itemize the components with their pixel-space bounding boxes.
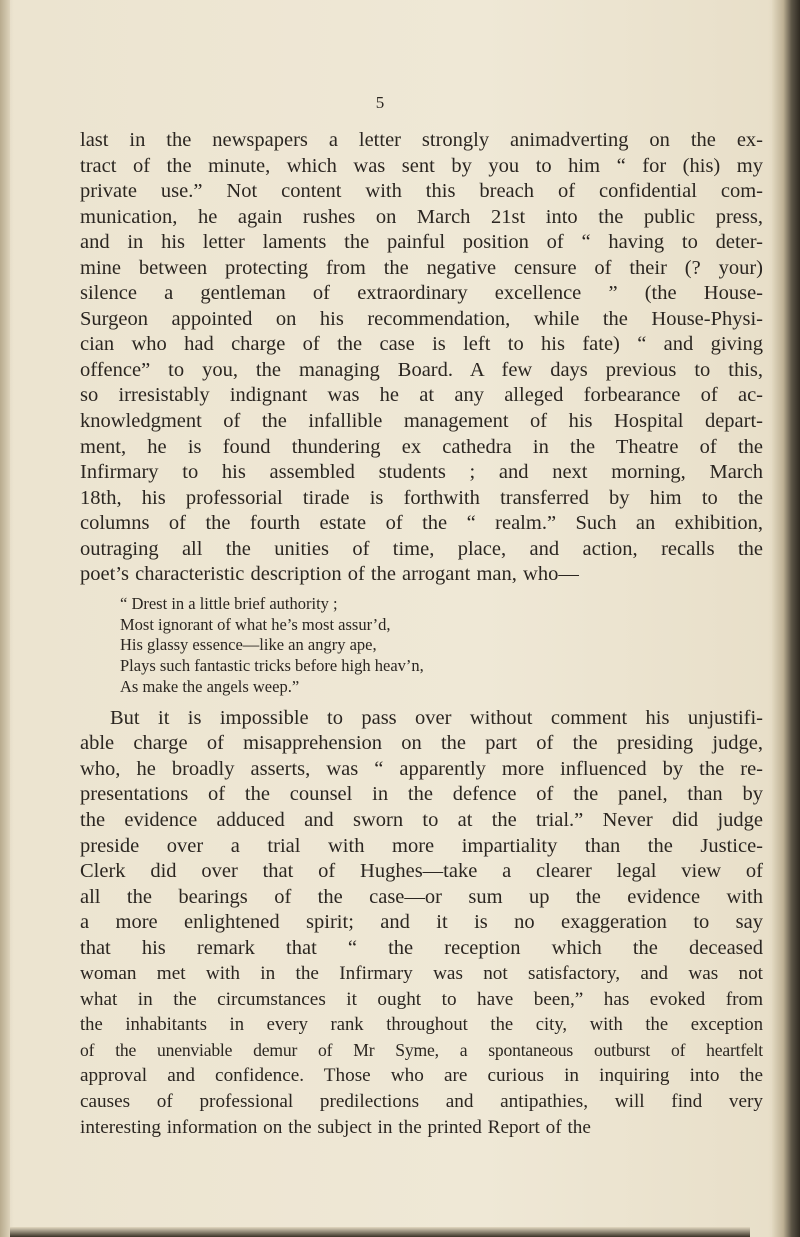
text-line: tract of the minute, which was sent by you to him “ for (his) my [80,154,763,177]
text-line: able charge of misapprehension on the part of the presiding judge, [80,732,763,755]
text-line: mine between protecting from the negative censure of their (? your) [80,256,763,279]
text-line: poet’s characteristic description of the arrogant man, who— [80,563,579,586]
page-left-edge [0,0,10,1237]
text-line: knowledgment of the infallible management of his Hospital depart- [80,410,763,433]
text-line: causes of professional predilections and antipathies, will find very [80,1091,763,1113]
quote-line: “ Drest in a little brief authority ; [120,593,338,613]
text-line: that his remark that “ the reception which the deceased [80,936,763,959]
body-text [80,128,763,1140]
book-binding-edge [772,0,800,1237]
text-line: Infirmary to his assembled students ; and next morning, March [80,461,763,484]
text-line: what in the circumstances it ought to have been,” has evoked from [80,988,763,1010]
page-number: 5 [375,93,385,112]
text-line: and in his letter laments the painful position of “ having to deter- [80,231,763,254]
text-line: last in the newspapers a letter strongly animadverting on the ex- [80,129,763,151]
text-line: 18th, his professorial tirade is forthwith transferred by him to the [80,486,763,509]
text-line: outraging all the unities of time, place, and action, recalls the [80,537,763,560]
quote-line: As make the angels weep.” [120,677,300,697]
text-line: so irresistably indignant was he at any alleged forbearance of ac- [80,384,763,407]
text-line: presentations of the counsel in the defence of the panel, than by [80,783,763,806]
text-line: the inhabitants in every rank throughout the city, with the exception [80,1014,763,1036]
text-line: of the unenviable demur of Mr Syme, a spontaneous outburst of heartfelt [80,1039,763,1060]
paragraph-2 [80,706,763,1140]
text-line: columns of the fourth estate of the “ realm.” Such an exhibition, [80,512,763,535]
quote-line: His glassy essence—like an angry ape, [120,635,377,655]
text-line: interesting information on the subject in the printed Report of the [80,1116,591,1138]
quote-line: Plays such fantastic tricks before high heav’n, [120,656,424,676]
text-line: woman met with in the Infirmary was not satisfactory, and was not [80,963,763,985]
text-line: preside over a trial with more impartiality than the Justice- [80,834,763,857]
text-line: ment, he is found thundering ex cathedra in the Theatre of the [80,435,763,458]
text-line: all the bearings of the case—or sum up the evidence with [80,885,763,908]
text-line: the evidence adduced and sworn to at the trial.” Never did judge [80,809,763,832]
text-line: a more enlightened spirit; and it is no exaggeration to say [80,911,763,934]
text-line: munication, he again rushes on March 21st into the public press, [80,205,763,228]
text-line: private use.” Not content with this breach of confidential com- [80,180,763,203]
text-line: who, he broadly asserts, was “ apparently more influenced by the re- [80,757,763,780]
text-line: Clerk did over that of Hughes—take a clearer legal view of [80,860,763,883]
text-line: But it is impossible to pass over without comment his unjustifi- [110,706,763,729]
text-line: approval and confidence. Those who are curious in inquiring into the [80,1065,763,1087]
paragraph-1 [80,128,763,588]
text-line: silence a gentleman of extraordinary excellence ” (the House- [80,282,763,305]
text-line: Surgeon appointed on his recommendation, while the House-Physi- [80,307,763,330]
verse-quotation [120,594,763,698]
text-line: cian who had charge of the case is left to his fate) “ and giving [80,333,763,356]
quote-line: Most ignorant of what he’s most assur’d, [120,614,391,634]
text-line: offence” to you, the managing Board. A few days previous to this, [80,358,763,381]
page-bottom-edge [10,1227,750,1237]
